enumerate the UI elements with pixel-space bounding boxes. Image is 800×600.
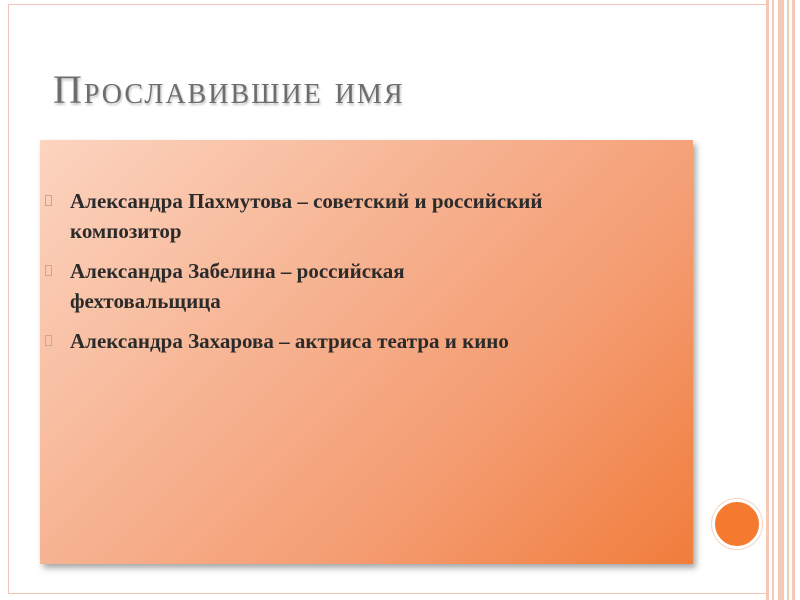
- bullet-icon: [45, 195, 52, 206]
- title-first-letter: П: [53, 67, 84, 112]
- title-rest: рославившие имя: [83, 67, 405, 112]
- stripe: [766, 0, 769, 600]
- bullet-text-line1: Александра Захарова – актриса театра и кино: [70, 329, 509, 353]
- bullet-text-line1: Александра Пахмутова – советский и российский: [70, 189, 543, 213]
- content-box: [40, 140, 693, 564]
- list-item: [40, 186, 693, 246]
- stripe: [787, 0, 789, 600]
- slide-title: [53, 66, 405, 113]
- stripe: [778, 0, 784, 600]
- bullet-icon: [45, 265, 52, 276]
- stripe: [792, 0, 795, 600]
- accent-circle: [712, 499, 762, 549]
- decorative-stripes: [766, 0, 800, 600]
- bullet-list: [40, 186, 693, 366]
- stripe: [772, 0, 774, 600]
- list-item: [40, 326, 693, 356]
- bullet-text-line2: фехтовальщица: [70, 289, 221, 313]
- bullet-text-line1: Александра Забелина – российская: [70, 259, 405, 283]
- bullet-icon: [45, 335, 52, 346]
- bullet-text-line2: композитор: [70, 219, 182, 243]
- list-item: [40, 256, 693, 316]
